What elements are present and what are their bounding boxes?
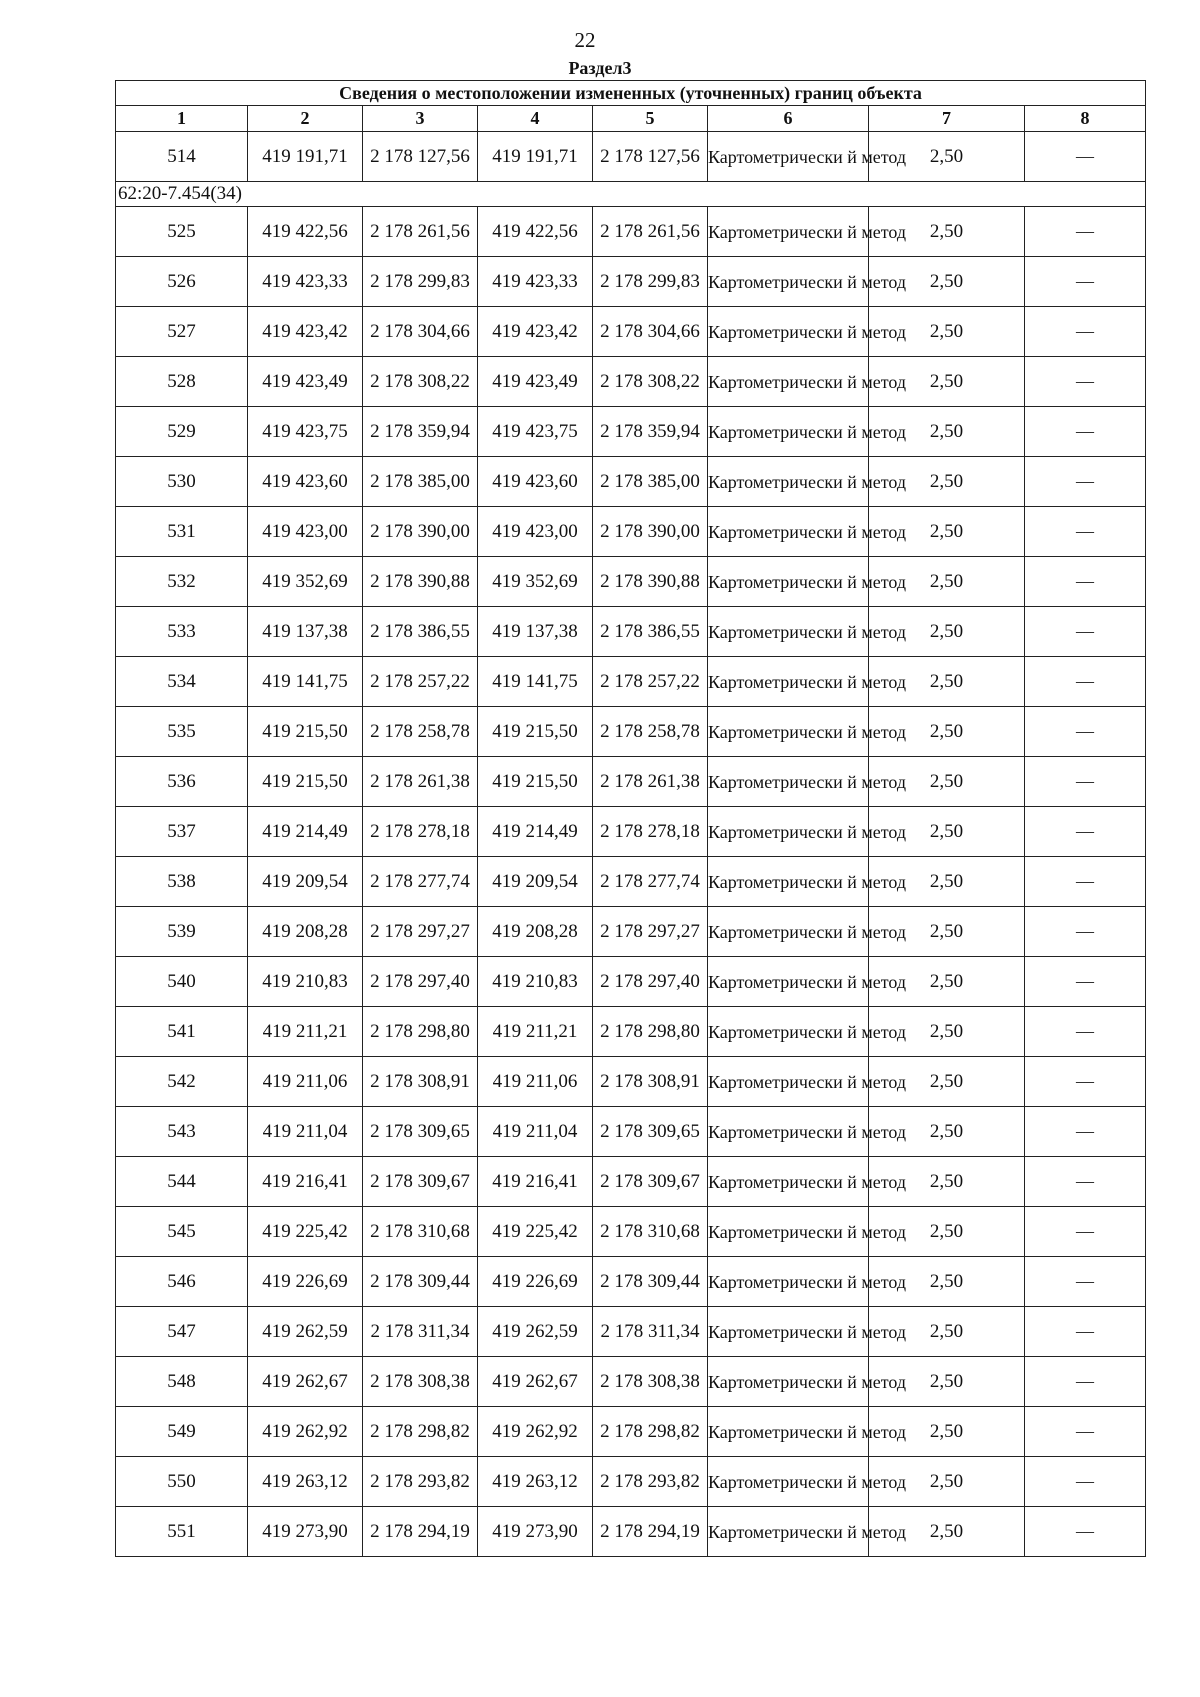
point-number-cell: 531 (116, 507, 248, 557)
table-row (116, 907, 1146, 957)
y-coordinate-updated-cell: 2 178 390,88 (593, 557, 708, 607)
note-cell: — (1025, 1107, 1146, 1157)
point-number-cell: 529 (116, 407, 248, 457)
table-row (116, 757, 1146, 807)
note-cell: — (1025, 1057, 1146, 1107)
table-row (116, 257, 1146, 307)
x-coordinate-existing-cell: 419 423,60 (248, 457, 363, 507)
point-number-cell: 537 (116, 807, 248, 857)
point-number-cell: 532 (116, 557, 248, 607)
column-number-row (116, 106, 1146, 132)
x-coordinate-existing-cell: 419 352,69 (248, 557, 363, 607)
x-coordinate-existing-cell: 419 216,41 (248, 1157, 363, 1207)
x-coordinate-existing-cell: 419 214,49 (248, 807, 363, 857)
precision-cell: 2,50 (869, 657, 1025, 707)
table-row (116, 1507, 1146, 1557)
precision-cell: 2,50 (869, 132, 1025, 182)
precision-cell: 2,50 (869, 307, 1025, 357)
x-coordinate-existing-cell: 419 211,21 (248, 1007, 363, 1057)
x-coordinate-updated-cell: 419 262,67 (478, 1357, 593, 1407)
x-coordinate-updated-cell: 419 141,75 (478, 657, 593, 707)
y-coordinate-existing-cell: 2 178 308,91 (363, 1057, 478, 1107)
y-coordinate-existing-cell: 2 178 294,19 (363, 1507, 478, 1557)
x-coordinate-updated-cell: 419 262,59 (478, 1307, 593, 1357)
determination-method-cell: Картометрически й метод (708, 1457, 869, 1507)
note-cell: — (1025, 707, 1146, 757)
x-coordinate-existing-cell: 419 423,42 (248, 307, 363, 357)
table-row (116, 1007, 1146, 1057)
x-coordinate-updated-cell: 419 226,69 (478, 1257, 593, 1307)
determination-method-cell: Картометрически й метод (708, 207, 869, 257)
x-coordinate-updated-cell: 419 208,28 (478, 907, 593, 957)
point-number-cell: 535 (116, 707, 248, 757)
precision-cell: 2,50 (869, 907, 1025, 957)
y-coordinate-updated-cell: 2 178 298,80 (593, 1007, 708, 1057)
y-coordinate-updated-cell: 2 178 299,83 (593, 257, 708, 307)
x-coordinate-updated-cell: 419 422,56 (478, 207, 593, 257)
precision-cell: 2,50 (869, 1457, 1025, 1507)
y-coordinate-existing-cell: 2 178 258,78 (363, 707, 478, 757)
precision-cell: 2,50 (869, 1257, 1025, 1307)
x-coordinate-updated-cell: 419 423,75 (478, 407, 593, 457)
x-coordinate-existing-cell: 419 262,92 (248, 1407, 363, 1457)
x-coordinate-existing-cell: 419 423,33 (248, 257, 363, 307)
y-coordinate-existing-cell: 2 178 261,56 (363, 207, 478, 257)
y-coordinate-updated-cell: 2 178 311,34 (593, 1307, 708, 1357)
table-row (116, 457, 1146, 507)
table-row (116, 1357, 1146, 1407)
precision-cell: 2,50 (869, 1057, 1025, 1107)
y-coordinate-existing-cell: 2 178 385,00 (363, 457, 478, 507)
table-row (116, 707, 1146, 757)
note-cell: — (1025, 857, 1146, 907)
y-coordinate-existing-cell: 2 178 308,38 (363, 1357, 478, 1407)
determination-method-cell: Картометрически й метод (708, 1107, 869, 1157)
precision-cell: 2,50 (869, 457, 1025, 507)
y-coordinate-existing-cell: 2 178 390,88 (363, 557, 478, 607)
table-caption: Сведения о местоположении измененных (уточненных) границ объекта (116, 81, 1146, 106)
x-coordinate-updated-cell: 419 210,83 (478, 957, 593, 1007)
table-row (116, 1207, 1146, 1257)
determination-method-cell: Картометрически й метод (708, 1407, 869, 1457)
point-number-cell: 536 (116, 757, 248, 807)
y-coordinate-updated-cell: 2 178 309,44 (593, 1257, 708, 1307)
y-coordinate-existing-cell: 2 178 297,40 (363, 957, 478, 1007)
y-coordinate-updated-cell: 2 178 304,66 (593, 307, 708, 357)
x-coordinate-updated-cell: 419 216,41 (478, 1157, 593, 1207)
note-cell: — (1025, 1207, 1146, 1257)
note-cell: — (1025, 357, 1146, 407)
y-coordinate-updated-cell: 2 178 297,40 (593, 957, 708, 1007)
y-coordinate-existing-cell: 2 178 278,18 (363, 807, 478, 857)
precision-cell: 2,50 (869, 207, 1025, 257)
determination-method-cell: Картометрически й метод (708, 257, 869, 307)
point-number-cell: 545 (116, 1207, 248, 1257)
y-coordinate-existing-cell: 2 178 310,68 (363, 1207, 478, 1257)
determination-method-cell: Картометрически й метод (708, 657, 869, 707)
x-coordinate-updated-cell: 419 423,49 (478, 357, 593, 407)
table-row (116, 1307, 1146, 1357)
point-number-cell: 525 (116, 207, 248, 257)
y-coordinate-existing-cell: 2 178 311,34 (363, 1307, 478, 1357)
note-cell: — (1025, 557, 1146, 607)
table-row (116, 1157, 1146, 1207)
x-coordinate-updated-cell: 419 215,50 (478, 757, 593, 807)
note-cell: — (1025, 307, 1146, 357)
y-coordinate-updated-cell: 2 178 386,55 (593, 607, 708, 657)
note-cell: — (1025, 507, 1146, 557)
x-coordinate-existing-cell: 419 273,90 (248, 1507, 363, 1557)
note-cell: — (1025, 1307, 1146, 1357)
note-cell: — (1025, 1257, 1146, 1307)
table-row (116, 557, 1146, 607)
y-coordinate-updated-cell: 2 178 359,94 (593, 407, 708, 457)
x-coordinate-existing-cell: 419 423,00 (248, 507, 363, 557)
table-row (116, 507, 1146, 557)
y-coordinate-updated-cell: 2 178 390,00 (593, 507, 708, 557)
x-coordinate-existing-cell: 419 208,28 (248, 907, 363, 957)
determination-method-cell: Картометрически й метод (708, 357, 869, 407)
note-cell: — (1025, 257, 1146, 307)
x-coordinate-existing-cell: 419 137,38 (248, 607, 363, 657)
determination-method-cell: Картометрически й метод (708, 857, 869, 907)
table-row (116, 207, 1146, 257)
y-coordinate-existing-cell: 2 178 297,27 (363, 907, 478, 957)
y-coordinate-updated-cell: 2 178 127,56 (593, 132, 708, 182)
x-coordinate-updated-cell: 419 209,54 (478, 857, 593, 907)
table-body (116, 81, 1146, 1557)
y-coordinate-updated-cell: 2 178 310,68 (593, 1207, 708, 1257)
note-cell: — (1025, 407, 1146, 457)
determination-method-cell: Картометрически й метод (708, 1007, 869, 1057)
determination-method-cell: Картометрически й метод (708, 1207, 869, 1257)
point-number-cell: 543 (116, 1107, 248, 1157)
table-row (116, 307, 1146, 357)
coordinates-table (115, 80, 1146, 1557)
table-row (116, 657, 1146, 707)
precision-cell: 2,50 (869, 707, 1025, 757)
table-row (116, 857, 1146, 907)
x-coordinate-updated-cell: 419 263,12 (478, 1457, 593, 1507)
table-row (116, 1107, 1146, 1157)
x-coordinate-existing-cell: 419 211,06 (248, 1057, 363, 1107)
point-number-cell: 533 (116, 607, 248, 657)
column-number: 1 (116, 106, 248, 132)
precision-cell: 2,50 (869, 957, 1025, 1007)
note-cell: — (1025, 1407, 1146, 1457)
x-coordinate-updated-cell: 419 191,71 (478, 132, 593, 182)
x-coordinate-updated-cell: 419 273,90 (478, 1507, 593, 1557)
x-coordinate-updated-cell: 419 211,04 (478, 1107, 593, 1157)
determination-method-cell: Картометрически й метод (708, 807, 869, 857)
y-coordinate-existing-cell: 2 178 359,94 (363, 407, 478, 457)
y-coordinate-existing-cell: 2 178 386,55 (363, 607, 478, 657)
determination-method-cell: Картометрически й метод (708, 507, 869, 557)
y-coordinate-existing-cell: 2 178 309,44 (363, 1257, 478, 1307)
precision-cell: 2,50 (869, 807, 1025, 857)
precision-cell: 2,50 (869, 1407, 1025, 1457)
table-row (116, 1057, 1146, 1107)
point-number-cell: 539 (116, 907, 248, 957)
y-coordinate-updated-cell: 2 178 308,91 (593, 1057, 708, 1107)
determination-method-cell: Картометрически й метод (708, 957, 869, 1007)
note-cell: — (1025, 807, 1146, 857)
page-number: 22 (574, 28, 596, 52)
point-number-cell: 548 (116, 1357, 248, 1407)
column-number: 7 (869, 106, 1025, 132)
x-coordinate-updated-cell: 419 214,49 (478, 807, 593, 857)
determination-method-cell: Картометрически й метод (708, 907, 869, 957)
y-coordinate-updated-cell: 2 178 294,19 (593, 1507, 708, 1557)
x-coordinate-updated-cell: 419 137,38 (478, 607, 593, 657)
point-number-cell: 541 (116, 1007, 248, 1057)
y-coordinate-updated-cell: 2 178 298,82 (593, 1407, 708, 1457)
precision-cell: 2,50 (869, 1207, 1025, 1257)
table-row (116, 807, 1146, 857)
point-number-cell: 514 (116, 132, 248, 182)
point-number-cell: 551 (116, 1507, 248, 1557)
note-cell: — (1025, 132, 1146, 182)
point-number-cell: 527 (116, 307, 248, 357)
note-cell: — (1025, 607, 1146, 657)
group-header-row (116, 182, 1146, 207)
column-number: 4 (478, 106, 593, 132)
determination-method-cell: Картометрически й метод (708, 557, 869, 607)
column-number: 8 (1025, 106, 1146, 132)
determination-method-cell: Картометрически й метод (708, 457, 869, 507)
x-coordinate-existing-cell: 419 423,75 (248, 407, 363, 457)
y-coordinate-updated-cell: 2 178 258,78 (593, 707, 708, 757)
table-row (116, 1257, 1146, 1307)
precision-cell: 2,50 (869, 1307, 1025, 1357)
y-coordinate-updated-cell: 2 178 261,38 (593, 757, 708, 807)
y-coordinate-updated-cell: 2 178 308,38 (593, 1357, 708, 1407)
determination-method-cell: Картометрически й метод (708, 132, 869, 182)
precision-cell: 2,50 (869, 607, 1025, 657)
x-coordinate-updated-cell: 419 211,21 (478, 1007, 593, 1057)
column-number: 3 (363, 106, 478, 132)
x-coordinate-existing-cell: 419 209,54 (248, 857, 363, 907)
x-coordinate-existing-cell: 419 262,67 (248, 1357, 363, 1407)
y-coordinate-updated-cell: 2 178 278,18 (593, 807, 708, 857)
section-title: Раздел3 (568, 58, 632, 78)
y-coordinate-existing-cell: 2 178 299,83 (363, 257, 478, 307)
determination-method-cell: Картометрически й метод (708, 757, 869, 807)
point-number-cell: 538 (116, 857, 248, 907)
y-coordinate-updated-cell: 2 178 257,22 (593, 657, 708, 707)
note-cell: — (1025, 757, 1146, 807)
y-coordinate-existing-cell: 2 178 127,56 (363, 132, 478, 182)
y-coordinate-updated-cell: 2 178 277,74 (593, 857, 708, 907)
determination-method-cell: Картометрически й метод (708, 407, 869, 457)
precision-cell: 2,50 (869, 557, 1025, 607)
note-cell: — (1025, 1457, 1146, 1507)
x-coordinate-existing-cell: 419 215,50 (248, 707, 363, 757)
precision-cell: 2,50 (869, 1507, 1025, 1557)
y-coordinate-existing-cell: 2 178 390,00 (363, 507, 478, 557)
x-coordinate-existing-cell: 419 141,75 (248, 657, 363, 707)
y-coordinate-updated-cell: 2 178 261,56 (593, 207, 708, 257)
determination-method-cell: Картометрически й метод (708, 1157, 869, 1207)
x-coordinate-existing-cell: 419 263,12 (248, 1457, 363, 1507)
y-coordinate-updated-cell: 2 178 308,22 (593, 357, 708, 407)
point-number-cell: 544 (116, 1157, 248, 1207)
determination-method-cell: Картометрически й метод (708, 707, 869, 757)
y-coordinate-updated-cell: 2 178 309,65 (593, 1107, 708, 1157)
x-coordinate-updated-cell: 419 423,33 (478, 257, 593, 307)
precision-cell: 2,50 (869, 757, 1025, 807)
x-coordinate-existing-cell: 419 215,50 (248, 757, 363, 807)
table-row (116, 132, 1146, 182)
y-coordinate-existing-cell: 2 178 293,82 (363, 1457, 478, 1507)
point-number-cell: 546 (116, 1257, 248, 1307)
precision-cell: 2,50 (869, 1357, 1025, 1407)
point-number-cell: 526 (116, 257, 248, 307)
note-cell: — (1025, 1507, 1146, 1557)
y-coordinate-updated-cell: 2 178 293,82 (593, 1457, 708, 1507)
y-coordinate-existing-cell: 2 178 308,22 (363, 357, 478, 407)
note-cell: — (1025, 907, 1146, 957)
determination-method-cell: Картометрически й метод (708, 1057, 869, 1107)
y-coordinate-existing-cell: 2 178 261,38 (363, 757, 478, 807)
precision-cell: 2,50 (869, 407, 1025, 457)
table-row (116, 357, 1146, 407)
column-number: 5 (593, 106, 708, 132)
determination-method-cell: Картометрически й метод (708, 1307, 869, 1357)
precision-cell: 2,50 (869, 1107, 1025, 1157)
determination-method-cell: Картометрически й метод (708, 1357, 869, 1407)
note-cell: — (1025, 957, 1146, 1007)
x-coordinate-existing-cell: 419 422,56 (248, 207, 363, 257)
x-coordinate-existing-cell: 419 191,71 (248, 132, 363, 182)
y-coordinate-existing-cell: 2 178 277,74 (363, 857, 478, 907)
y-coordinate-updated-cell: 2 178 297,27 (593, 907, 708, 957)
column-number: 6 (708, 106, 869, 132)
precision-cell: 2,50 (869, 507, 1025, 557)
y-coordinate-updated-cell: 2 178 309,67 (593, 1157, 708, 1207)
precision-cell: 2,50 (869, 857, 1025, 907)
x-coordinate-existing-cell: 419 210,83 (248, 957, 363, 1007)
x-coordinate-updated-cell: 419 423,60 (478, 457, 593, 507)
table-caption-row (116, 81, 1146, 106)
table-row (116, 957, 1146, 1007)
point-number-cell: 542 (116, 1057, 248, 1107)
y-coordinate-updated-cell: 2 178 385,00 (593, 457, 708, 507)
x-coordinate-existing-cell: 419 423,49 (248, 357, 363, 407)
point-number-cell: 534 (116, 657, 248, 707)
determination-method-cell: Картометрически й метод (708, 607, 869, 657)
parcel-designation: 62:20-7.454(34) (116, 182, 1146, 207)
x-coordinate-updated-cell: 419 215,50 (478, 707, 593, 757)
note-cell: — (1025, 1357, 1146, 1407)
determination-method-cell: Картометрически й метод (708, 307, 869, 357)
note-cell: — (1025, 1007, 1146, 1057)
x-coordinate-existing-cell: 419 226,69 (248, 1257, 363, 1307)
x-coordinate-updated-cell: 419 423,00 (478, 507, 593, 557)
point-number-cell: 549 (116, 1407, 248, 1457)
y-coordinate-existing-cell: 2 178 298,82 (363, 1407, 478, 1457)
table-row (116, 1457, 1146, 1507)
note-cell: — (1025, 1157, 1146, 1207)
precision-cell: 2,50 (869, 1007, 1025, 1057)
point-number-cell: 547 (116, 1307, 248, 1357)
point-number-cell: 550 (116, 1457, 248, 1507)
x-coordinate-updated-cell: 419 262,92 (478, 1407, 593, 1457)
x-coordinate-updated-cell: 419 211,06 (478, 1057, 593, 1107)
table-row (116, 407, 1146, 457)
x-coordinate-existing-cell: 419 262,59 (248, 1307, 363, 1357)
table-row (116, 607, 1146, 657)
x-coordinate-existing-cell: 419 211,04 (248, 1107, 363, 1157)
y-coordinate-existing-cell: 2 178 309,67 (363, 1157, 478, 1207)
point-number-cell: 540 (116, 957, 248, 1007)
point-number-cell: 530 (116, 457, 248, 507)
note-cell: — (1025, 207, 1146, 257)
y-coordinate-existing-cell: 2 178 257,22 (363, 657, 478, 707)
determination-method-cell: Картометрически й метод (708, 1507, 869, 1557)
table-row (116, 1407, 1146, 1457)
precision-cell: 2,50 (869, 1157, 1025, 1207)
column-number: 2 (248, 106, 363, 132)
point-number-cell: 528 (116, 357, 248, 407)
x-coordinate-updated-cell: 419 225,42 (478, 1207, 593, 1257)
x-coordinate-updated-cell: 419 423,42 (478, 307, 593, 357)
precision-cell: 2,50 (869, 257, 1025, 307)
y-coordinate-existing-cell: 2 178 298,80 (363, 1007, 478, 1057)
note-cell: — (1025, 457, 1146, 507)
precision-cell: 2,50 (869, 357, 1025, 407)
note-cell: — (1025, 657, 1146, 707)
y-coordinate-existing-cell: 2 178 309,65 (363, 1107, 478, 1157)
determination-method-cell: Картометрически й метод (708, 1257, 869, 1307)
x-coordinate-existing-cell: 419 225,42 (248, 1207, 363, 1257)
y-coordinate-existing-cell: 2 178 304,66 (363, 307, 478, 357)
x-coordinate-updated-cell: 419 352,69 (478, 557, 593, 607)
